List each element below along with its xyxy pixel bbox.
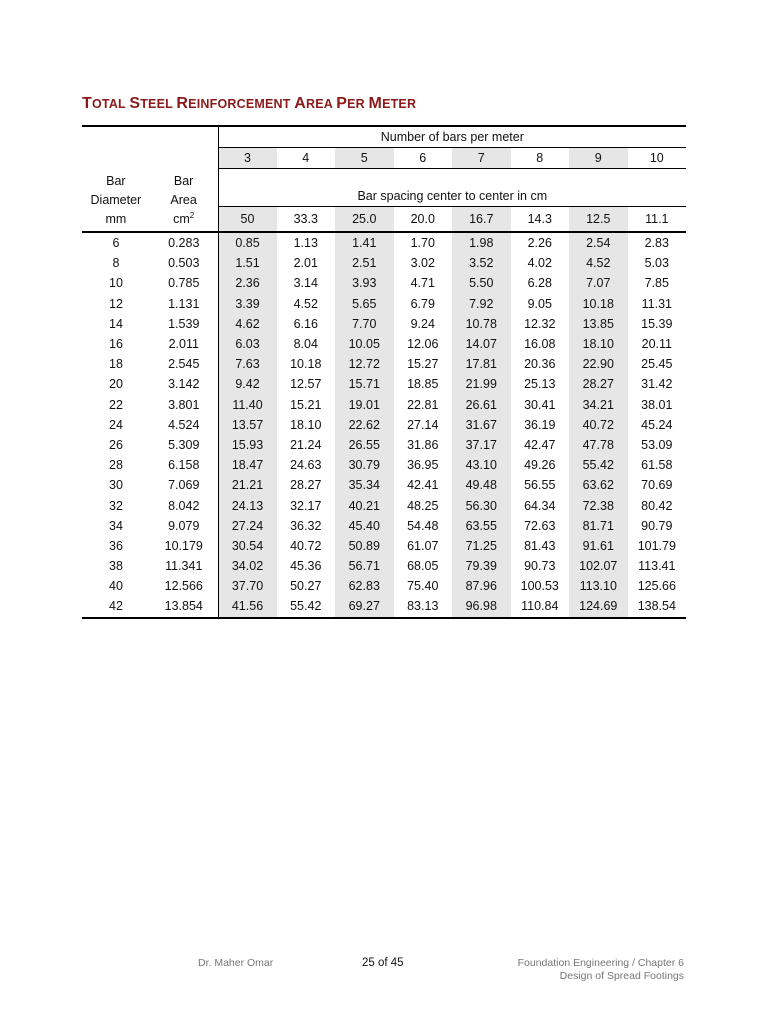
area-value-cell: 30.41 — [524, 397, 556, 412]
area-value-cell: 6.28 — [527, 276, 552, 291]
area-value-cell: 61.58 — [641, 458, 673, 473]
area-value-cell: 41.56 — [218, 596, 277, 617]
area-value-cell: 7.07 — [569, 273, 628, 293]
title-part: P — [336, 95, 348, 112]
area-value-cell: 45.24 — [641, 417, 673, 432]
bar-area-cell: 6.158 — [168, 458, 200, 473]
area-value-cell: 48.25 — [407, 498, 439, 513]
area-value-cell: 31.86 — [407, 437, 439, 452]
area-value-cell: 62.83 — [335, 576, 394, 596]
area-value-cell: 102.07 — [569, 556, 628, 576]
area-value-cell: 5.65 — [335, 294, 394, 314]
area-value-cell: 72.63 — [524, 518, 556, 533]
area-value-cell: 26.61 — [452, 395, 511, 415]
bar-area-header-line — [150, 172, 218, 191]
area-value-cell: 9.05 — [527, 296, 552, 311]
title-part: TEEL — [140, 97, 177, 111]
area-value-cell: 22.90 — [569, 354, 628, 374]
bar-diameter-cell: 42 — [82, 596, 150, 617]
spacing-header: Bar spacing center to center in cm — [218, 169, 686, 207]
area-value-cell: 19.01 — [335, 395, 394, 415]
area-value-cell: 40.72 — [290, 538, 322, 553]
title-part: ETER — [382, 97, 417, 111]
area-value-cell: 15.39 — [641, 316, 673, 331]
bar-diameter-cell: 30 — [109, 478, 123, 493]
table-row — [82, 415, 686, 435]
area-value-cell: 79.39 — [452, 556, 511, 576]
table-row — [82, 273, 686, 293]
bar-area-cell: 8.042 — [168, 498, 200, 513]
table-row — [82, 596, 686, 617]
bar-area-cell: 9.079 — [168, 518, 200, 533]
bar-area-cell: 2.545 — [168, 357, 200, 372]
bar-area-cell: 4.524 — [168, 417, 200, 432]
area-value-cell: 1.51 — [218, 253, 277, 273]
area-value-cell: 5.50 — [452, 273, 511, 293]
footer-course — [518, 957, 684, 982]
bar-diameter-header — [82, 172, 150, 229]
bar-area-header — [150, 172, 218, 229]
area-value-cell: 21.24 — [290, 437, 322, 452]
area-value-cell: 53.09 — [641, 437, 673, 452]
footer-author: Dr. Maher Omar — [198, 957, 274, 969]
area-value-cell: 9.24 — [410, 316, 435, 331]
bar-area-unit-superscript: 2 — [189, 210, 195, 220]
area-value-cell: 3.14 — [293, 276, 318, 291]
table-row — [82, 556, 686, 576]
area-value-cell: 72.38 — [569, 495, 628, 515]
area-value-cell: 1.41 — [335, 232, 394, 253]
area-value-cell: 9.42 — [218, 374, 277, 394]
table-row — [82, 232, 686, 253]
area-value-cell: 37.70 — [218, 576, 277, 596]
bars-count-cell: 9 — [569, 148, 628, 169]
bar-area-header-text: cm — [173, 212, 190, 226]
area-value-cell: 0.85 — [218, 232, 277, 253]
area-value-cell: 113.41 — [638, 559, 676, 574]
area-value-cell: 50.89 — [335, 536, 394, 556]
area-value-cell: 28.27 — [569, 374, 628, 394]
bar-area-header-line — [150, 191, 218, 210]
bar-area-cell: 10.179 — [164, 538, 203, 553]
table-row — [82, 334, 686, 354]
area-value-cell: 17.81 — [452, 354, 511, 374]
area-value-cell: 20.11 — [641, 337, 672, 352]
title-part: R — [176, 95, 189, 112]
bars-per-meter-header: Number of bars per meter — [218, 126, 686, 148]
area-value-cell: 24.63 — [290, 458, 322, 473]
bar-diameter-cell: 8 — [112, 256, 120, 271]
area-value-cell: 91.61 — [569, 536, 628, 556]
area-value-cell: 3.52 — [452, 253, 511, 273]
area-value-cell: 13.57 — [218, 415, 277, 435]
spacing-cell: 14.3 — [511, 207, 570, 233]
area-value-cell: 45.36 — [290, 559, 322, 574]
bar-diameter-header-line: mm — [105, 212, 127, 226]
table-row — [82, 374, 686, 394]
title-part: S — [129, 95, 141, 112]
area-value-cell: 15.21 — [290, 397, 322, 412]
bar-diameter-cell: 38 — [109, 559, 123, 574]
area-value-cell: 7.92 — [452, 294, 511, 314]
area-value-cell: 90.79 — [641, 518, 673, 533]
title-part: M — [368, 95, 383, 112]
area-value-cell: 7.63 — [218, 354, 277, 374]
bar-diameter-cell: 20 — [109, 377, 123, 392]
bar-diameter-cell: 40 — [109, 579, 123, 594]
area-value-cell: 1.70 — [394, 232, 453, 253]
bar-diameter-cell: 6 — [82, 232, 150, 253]
area-value-cell: 4.71 — [410, 276, 435, 291]
area-value-cell: 43.10 — [452, 455, 511, 475]
title-part: OTAL — [91, 97, 130, 111]
footer-course-line2: Design of Spread Footings — [559, 970, 684, 982]
table-row — [82, 495, 686, 515]
area-value-cell: 7.70 — [335, 314, 394, 334]
area-value-cell: 37.17 — [452, 435, 511, 455]
area-value-cell: 30.79 — [335, 455, 394, 475]
area-value-cell: 90.73 — [524, 559, 556, 574]
bar-area-header-text: Bar — [173, 174, 194, 188]
area-value-cell: 12.32 — [524, 316, 556, 331]
area-value-cell: 27.14 — [407, 417, 439, 432]
area-value-cell: 31.67 — [452, 415, 511, 435]
area-value-cell: 110.84 — [511, 596, 570, 617]
area-value-cell: 2.54 — [569, 232, 628, 253]
area-value-cell: 28.27 — [290, 478, 322, 493]
area-value-cell: 125.66 — [637, 579, 676, 594]
area-value-cell: 101.79 — [637, 538, 676, 553]
title-part: REA — [306, 97, 337, 111]
table-row — [82, 516, 686, 536]
area-value-cell: 12.72 — [335, 354, 394, 374]
area-value-cell: 2.51 — [335, 253, 394, 273]
area-value-cell: 42.41 — [407, 478, 439, 493]
area-value-cell: 54.48 — [407, 518, 439, 533]
bar-diameter-cell: 18 — [109, 357, 123, 372]
area-value-cell: 56.30 — [452, 495, 511, 515]
area-value-cell: 25.13 — [524, 377, 556, 392]
area-value-cell: 24.13 — [218, 495, 277, 515]
table-row — [82, 395, 686, 415]
area-value-cell: 69.27 — [335, 596, 394, 617]
area-value-cell: 81.71 — [569, 516, 628, 536]
area-value-cell: 55.42 — [277, 596, 336, 617]
area-value-cell: 5.03 — [644, 256, 669, 271]
area-value-cell: 26.55 — [335, 435, 394, 455]
area-value-cell: 55.42 — [569, 455, 628, 475]
area-value-cell: 21.21 — [218, 475, 277, 495]
table-row — [82, 294, 686, 314]
area-value-cell: 10.05 — [335, 334, 394, 354]
area-value-cell: 11.40 — [218, 395, 277, 415]
bar-area-header-text: Area — [170, 193, 197, 207]
area-value-cell: 22.81 — [407, 397, 439, 412]
bar-area-cell: 11.341 — [165, 559, 203, 574]
bar-area-cell: 12.566 — [164, 579, 203, 594]
area-value-cell: 56.71 — [335, 556, 394, 576]
area-value-cell: 71.25 — [452, 536, 511, 556]
area-value-cell: 10.18 — [569, 294, 628, 314]
spacing-cell: 33.3 — [277, 207, 336, 233]
area-value-cell: 3.02 — [410, 256, 435, 271]
area-value-cell: 15.27 — [407, 357, 439, 372]
bar-area-cell: 0.283 — [150, 232, 218, 253]
bar-diameter-cell: 14 — [109, 316, 123, 331]
area-value-cell: 6.03 — [218, 334, 277, 354]
bar-diameter-cell: 34 — [109, 518, 123, 533]
area-value-cell: 7.85 — [644, 276, 669, 291]
area-value-cell: 30.54 — [218, 536, 277, 556]
header-stub — [82, 126, 218, 232]
footer-course-line1: Foundation Engineering / Chapter 6 — [517, 957, 684, 969]
bar-diameter-header-line: Bar — [106, 174, 126, 188]
bars-count-cell: 10 — [628, 148, 687, 169]
area-value-cell: 8.04 — [293, 337, 318, 352]
bar-diameter-cell: 22 — [109, 397, 123, 412]
table-row — [82, 435, 686, 455]
table-row — [82, 314, 686, 334]
area-value-cell: 68.05 — [407, 559, 439, 574]
spacing-cell: 20.0 — [394, 207, 453, 233]
area-value-cell: 42.47 — [524, 437, 556, 452]
area-value-cell: 61.07 — [407, 538, 439, 553]
area-value-cell: 2.26 — [511, 232, 570, 253]
area-value-cell: 1.13 — [277, 232, 336, 253]
title-part: ER — [347, 97, 369, 111]
area-value-cell: 10.18 — [290, 357, 322, 372]
area-value-cell: 16.08 — [524, 337, 556, 352]
area-value-cell: 1.98 — [452, 232, 511, 253]
bar-diameter-cell: 36 — [109, 538, 123, 553]
area-value-cell: 12.06 — [407, 337, 439, 352]
area-value-cell: 36.19 — [524, 417, 556, 432]
spacing-cell: 11.1 — [628, 207, 687, 233]
area-value-cell: 35.34 — [335, 475, 394, 495]
spacing-cell: 25.0 — [335, 207, 394, 233]
bar-diameter-header-line: Diameter — [90, 193, 142, 207]
bars-count-cell: 8 — [511, 148, 570, 169]
footer-page-number: 25 of 45 — [362, 957, 404, 969]
table-row — [82, 536, 686, 556]
area-value-cell: 4.52 — [293, 296, 318, 311]
area-value-cell: 2.01 — [293, 256, 318, 271]
bars-count-cell: 5 — [335, 148, 394, 169]
area-value-cell: 25.45 — [641, 357, 673, 372]
area-value-cell: 21.99 — [452, 374, 511, 394]
table-row — [82, 455, 686, 475]
area-value-cell: 70.69 — [641, 478, 673, 493]
area-value-cell: 83.13 — [394, 596, 453, 617]
area-value-cell: 18.10 — [290, 417, 322, 432]
area-value-cell: 15.93 — [218, 435, 277, 455]
area-value-cell: 64.34 — [524, 498, 556, 513]
title-part: T — [82, 95, 92, 112]
area-value-cell: 49.26 — [524, 458, 556, 473]
area-value-cell: 96.98 — [452, 596, 511, 617]
bar-area-cell: 0.503 — [168, 256, 200, 271]
area-value-cell: 13.85 — [569, 314, 628, 334]
area-value-cell: 56.55 — [524, 478, 556, 493]
area-value-cell: 40.21 — [335, 495, 394, 515]
area-value-cell: 4.62 — [218, 314, 277, 334]
bar-diameter-cell: 26 — [109, 437, 123, 452]
bar-diameter-cell: 16 — [109, 337, 123, 352]
area-value-cell: 32.17 — [290, 498, 322, 513]
bar-diameter-cell: 28 — [109, 458, 123, 473]
bar-area-cell: 3.801 — [168, 397, 200, 412]
area-value-cell: 18.47 — [218, 455, 277, 475]
area-value-cell: 27.24 — [218, 516, 277, 536]
area-value-cell: 6.79 — [410, 296, 435, 311]
spacing-cell: 16.7 — [452, 207, 511, 233]
area-value-cell: 20.36 — [524, 357, 556, 372]
area-value-cell: 22.62 — [335, 415, 394, 435]
table-row — [82, 475, 686, 495]
area-value-cell: 47.78 — [569, 435, 628, 455]
bars-count-cell: 6 — [394, 148, 453, 169]
bars-count-cell: 7 — [452, 148, 511, 169]
area-value-cell: 38.01 — [641, 397, 673, 412]
area-value-cell: 80.42 — [641, 498, 673, 513]
bar-area-header-line — [150, 210, 218, 229]
area-value-cell: 12.57 — [290, 377, 322, 392]
bars-count-cell: 4 — [277, 148, 336, 169]
area-value-cell: 14.07 — [452, 334, 511, 354]
area-value-cell: 3.39 — [218, 294, 277, 314]
bar-diameter-cell: 24 — [109, 417, 123, 432]
area-value-cell: 100.53 — [520, 579, 559, 594]
bar-area-cell: 2.011 — [168, 337, 199, 352]
area-value-cell: 40.72 — [569, 415, 628, 435]
bar-area-cell: 0.785 — [168, 276, 200, 291]
area-value-cell: 2.83 — [628, 232, 687, 253]
area-value-cell: 45.40 — [335, 516, 394, 536]
area-value-cell: 138.54 — [628, 596, 687, 617]
bar-area-cell: 7.069 — [168, 478, 200, 493]
bars-count-cell: 3 — [218, 148, 277, 169]
area-value-cell: 63.55 — [452, 516, 511, 536]
bar-diameter-cell: 10 — [109, 276, 123, 291]
bar-diameter-cell: 32 — [109, 498, 123, 513]
area-value-cell: 124.69 — [569, 596, 628, 617]
area-value-cell: 63.62 — [569, 475, 628, 495]
table-row — [82, 576, 686, 596]
area-value-cell: 87.96 — [452, 576, 511, 596]
bar-diameter-cell: 12 — [109, 296, 123, 311]
area-value-cell: 81.43 — [524, 538, 556, 553]
area-value-cell: 15.71 — [335, 374, 394, 394]
table-row — [82, 354, 686, 374]
spacing-cell: 50 — [218, 207, 277, 233]
area-value-cell: 50.27 — [290, 579, 322, 594]
area-value-cell: 10.78 — [452, 314, 511, 334]
table-row — [82, 253, 686, 273]
page-title — [82, 95, 416, 113]
area-value-cell: 11.31 — [641, 296, 672, 311]
area-value-cell: 36.32 — [290, 518, 322, 533]
bar-area-cell: 1.131 — [168, 296, 200, 311]
area-value-cell: 18.85 — [407, 377, 439, 392]
bar-area-cell: 3.142 — [168, 377, 200, 392]
bar-area-cell: 5.309 — [168, 437, 200, 452]
title-part: A — [294, 95, 307, 112]
area-value-cell: 75.40 — [407, 579, 439, 594]
area-value-cell: 31.42 — [641, 377, 673, 392]
area-value-cell: 3.93 — [335, 273, 394, 293]
area-value-cell: 6.16 — [293, 316, 318, 331]
area-value-cell: 2.36 — [218, 273, 277, 293]
spacing-cell: 12.5 — [569, 207, 628, 233]
area-value-cell: 113.10 — [569, 576, 628, 596]
area-value-cell: 4.52 — [569, 253, 628, 273]
bar-area-cell: 1.539 — [168, 316, 200, 331]
area-value-cell: 34.02 — [218, 556, 277, 576]
area-value-cell: 34.21 — [569, 395, 628, 415]
reinforcement-table — [82, 125, 686, 619]
area-value-cell: 49.48 — [452, 475, 511, 495]
bar-area-cell: 13.854 — [150, 596, 218, 617]
area-value-cell: 18.10 — [569, 334, 628, 354]
title-part: EINFORCEMENT — [188, 97, 295, 111]
area-value-cell: 36.95 — [407, 458, 439, 473]
area-value-cell: 4.02 — [527, 256, 552, 271]
